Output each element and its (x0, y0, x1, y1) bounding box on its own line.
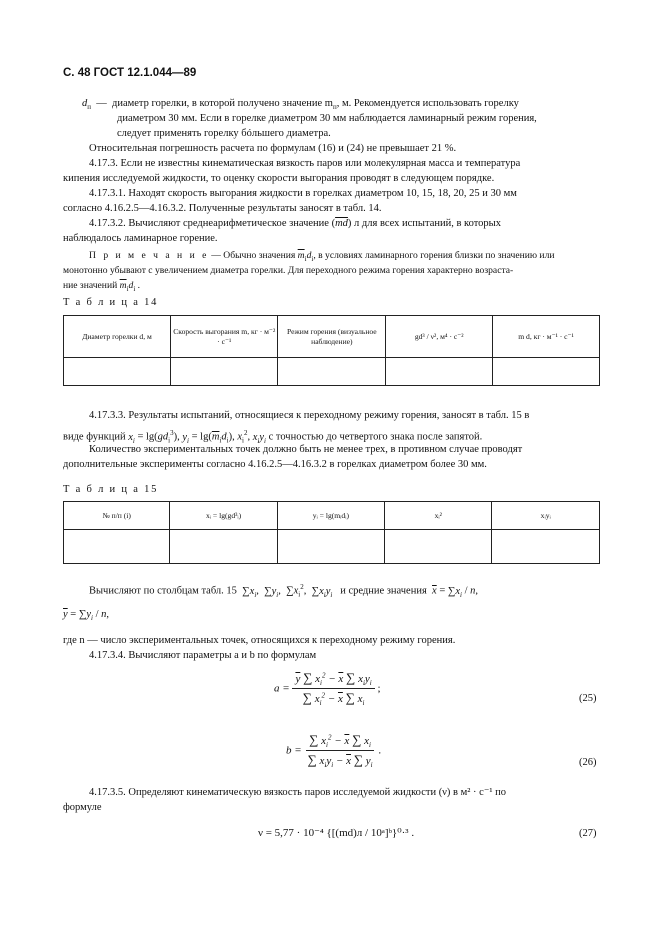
dn-line1-end: , м. Рекомендуется использовать горелку (336, 98, 519, 109)
dn-dash: — (96, 98, 107, 109)
table14-empty-row (64, 358, 600, 386)
table15-caption: Т а б л и ц а 15 (63, 484, 159, 495)
dn-line1-sub: п (332, 103, 337, 112)
p41735-line2: формуле (63, 802, 102, 813)
table14-col-diameter: Диаметр горелки d, м (64, 316, 171, 358)
count-line2: дополнительные эксперименты согласно 4.16.2.5—4.16.3.2 в горелках диаметром более 30 мм. (63, 459, 487, 470)
table15-empty-row (64, 530, 600, 564)
note-line3: ние значений $\overline{m}_id_i$ . (63, 280, 141, 293)
note-l3a: ние значений (63, 280, 118, 291)
formula-nu: ν = 5,77 · 10⁻⁴ {[(md)л / 10ᵃ]ᵇ}⁰·³ . (258, 827, 415, 839)
table15 (63, 501, 600, 564)
p41733-l2a: виде функций (63, 431, 126, 443)
table15-col-x2: xᵢ² (385, 502, 492, 530)
p41731-line1: 4.17.3.1. Находят скорость выгорания жидкости в горелках диаметром 10, 15, 18, 20, 25 и 30 мм (89, 188, 517, 199)
table14-col-md: m d, кг · м⁻¹ · с⁻¹ (493, 316, 600, 358)
table14-col-gd3: gd³ / ν², м⁴ · с⁻² (386, 316, 493, 358)
dn-subscript: п (87, 103, 91, 112)
p41733-line1: 4.17.3.3. Результаты испытаний, относящиеся к переходному режиму горения, заносят в табл. 15 в (89, 410, 530, 421)
table15-col-x: xᵢ = lg(gd³ᵢ) (170, 502, 277, 530)
table15-header-row (64, 502, 600, 530)
ymean-line: $\overline{y} = \sum y_i / n$, (63, 609, 109, 623)
p41731-line2: согласно 4.16.2.5—4.16.3.2. Полученные результаты заносят в табл. 14. (63, 203, 382, 214)
p4173-line2: кипения исследуемой жидкости, то оценку скорости выгорания проводят в следующем порядке. (63, 173, 495, 184)
table14-header-row (64, 316, 600, 358)
table14 (63, 315, 600, 386)
note-l1a: — Обычно значения (211, 250, 296, 261)
eq27-number: (27) (579, 828, 597, 839)
page-header: С. 48 ГОСТ 12.1.044—89 (63, 67, 197, 79)
note-line2: монотонно убывают с увеличением диаметра горелки. Для переходного режима горения характерно возраста- (63, 265, 514, 276)
p41732-a: 4.17.3.2. Вычисляют среднеарифметическое значение ( (89, 218, 336, 229)
note-line1: П р и м е ч а н и е — Обычно значения $\overline{m}_id_i$, в условиях ламинарного горения близки по значению или (89, 250, 555, 263)
table14-col-mode: Режим горения (визуальное наблюдение) (278, 316, 386, 358)
p41735-line1: 4.17.3.5. Определяют кинематическую вязкость паров исследуемой жидкости (ν) в м² · с⁻¹ по (89, 787, 507, 798)
table15-col-y: yᵢ = lg(mᵢdᵢ) (277, 502, 384, 530)
note-label: П р и м е ч а н и е (89, 250, 209, 261)
count-line1: Количество экспериментальных точек должно быть не менее трех, в противном случае проводят (89, 444, 523, 455)
table15-col-index: № п/п (i) (64, 502, 170, 530)
where-n: где n — число экспериментальных точек, относящихся к переходному режиму горения. (63, 635, 456, 646)
eq25-number: (25) (579, 693, 597, 704)
p41732-b: ) л для всех испытаний, в которых (347, 218, 501, 229)
note-l1b: , в условиях ламинарного горения близки по значению или (313, 250, 555, 261)
formula-a: a = $\frac{\overline{y} \sum x_i^2 - \overline{x} \sum x_iy_i}{\sum x_i^2 - \overline{x} \sum x_i}$ ; (274, 670, 381, 708)
p41732-md: $\overline{md}$ (335, 218, 348, 229)
table15-col-xy: xᵢyᵢ (492, 502, 600, 530)
table14-caption: Т а б л и ц а 14 (63, 297, 159, 308)
dn-line1: диаметр горелки, в которой получено значение m (112, 98, 333, 109)
calc-b: и средние значения (340, 585, 427, 597)
p41732-line1 (89, 217, 501, 231)
error-note: Относительная погрешность расчета по формулам (16) и (24) не превышает 21 %. (89, 143, 457, 154)
dn-symbol: d (82, 98, 88, 109)
dn-line2: диаметром 30 мм. Если в горелке диаметром 30 мм наблюдается ламинарный режим горения, (117, 113, 537, 124)
eq26-number: (26) (579, 757, 597, 768)
calc-line: Вычисляют по столбцам табл. 15 $\sum x_i$, $\sum y_i$, $\sum x_i^2$, $\sum x_iy_i$ и средние значения $\overline{x} = \sum x_i / n$, (89, 583, 479, 599)
table14-col-burnrate: Скорость выгорания m, кг · м⁻² · с⁻¹ (171, 316, 278, 358)
p41734: 4.17.3.4. Вычисляют параметры a и b по формулам (89, 650, 317, 661)
p41732-line2: наблюдалось ламинарное горение. (63, 233, 218, 244)
p41733-line2: виде функций $x_i = \lg(gd_i^3)$, $y_i = \lg(\overline{m}_id_i)$, $x_i^2$, $x_iy_i$ с точностью до четвертого знака после запятой. (63, 429, 483, 445)
calc-a: Вычисляют по столбцам табл. 15 (89, 585, 237, 597)
formula-b: b = $\frac{\sum x_i^2 - \overline{x} \sum x_i}{\sum x_iy_i - \overline{x} \sum y_i}$ . (286, 732, 382, 770)
p41733-l2b: с точностью до четвертого знака после запятой. (268, 431, 483, 443)
p4173-line1: 4.17.3. Если не известны кинематическая вязкость паров или молекулярная масса и температура (89, 158, 521, 169)
dn-line3: следует применять горелку бóльшего диаметра. (117, 128, 331, 139)
